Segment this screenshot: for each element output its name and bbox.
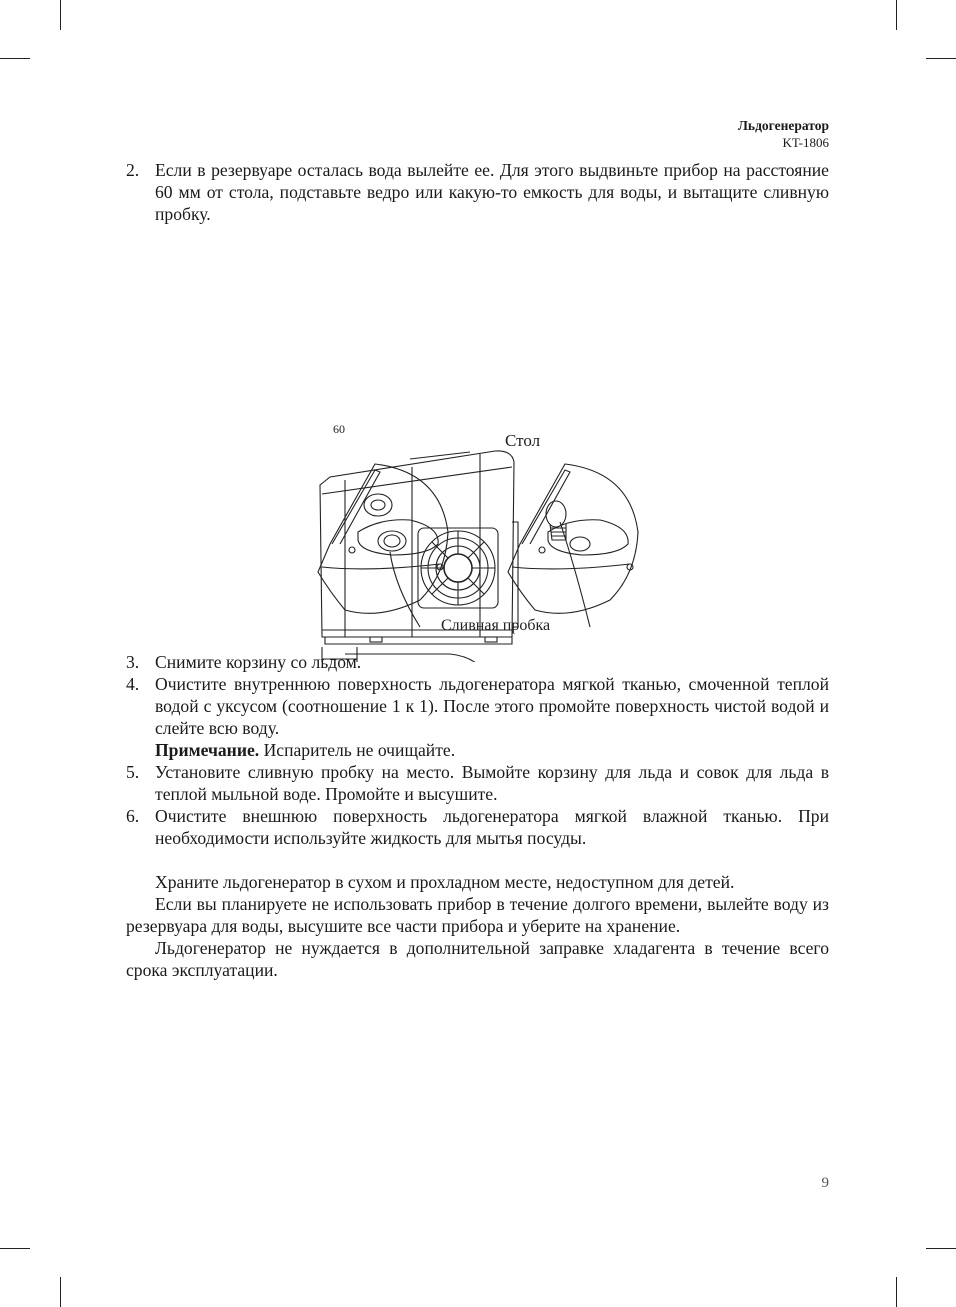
list-number: 2.: [126, 160, 140, 180]
list-text: Если в резервуаре осталась вода вылейте ее. Для этого выдвиньте прибор на расстояние 60 мм от стола, подставьте ведро или какую-то емкость для воды, и вытащите сливную пробку.: [155, 160, 829, 224]
table-label: Стол: [505, 431, 541, 450]
fan-grille-icon: [418, 528, 498, 608]
list-number: 4.: [126, 674, 140, 694]
note-text: Испаритель не очищайте.: [259, 740, 456, 760]
list-item: [126, 673, 829, 739]
header-title: Льдогенератор: [737, 118, 829, 133]
drain-plug-detail-open: [508, 464, 638, 627]
list-text: Очистите внутреннюю поверхность льдогенератора мягкой тканью, смоченной теплой водой с уксусом (соотношение 1 к 1). После этого промойте поверхность чистой водой и слейте всю воду.: [155, 674, 829, 738]
paragraph-text: Если вы планируете не использовать прибор в течение долгого времени, вылейте воду из резервуара для воды, высушите все части прибора и уберите на хранение.: [126, 894, 829, 936]
list-number: 3.: [126, 652, 140, 672]
note: [126, 739, 829, 761]
header-model: KT-1806: [782, 135, 829, 150]
list-text: Снимите корзину со льдом.: [155, 652, 362, 672]
paragraph: [126, 871, 829, 893]
list-item: [126, 651, 829, 673]
list-item: [126, 159, 829, 225]
running-header: [738, 117, 829, 151]
crop-mark: [60, 0, 61, 30]
list-text: Установите сливную пробку на место. Вымойте корзину для льда и совок для льда в теплой мыльной воде. Промойте и высушите.: [155, 762, 829, 804]
list-item: [126, 805, 829, 849]
figure-drain: [0, 222, 956, 662]
paragraph: [126, 893, 829, 937]
list-item: [126, 761, 829, 805]
crop-mark: [926, 1248, 956, 1249]
list-number: 6.: [126, 806, 140, 826]
crop-mark: [926, 58, 956, 59]
crop-mark: [896, 0, 897, 30]
list-number: 5.: [126, 762, 140, 782]
distance-label: 60: [333, 422, 345, 436]
page-number: 9: [821, 1175, 829, 1191]
crop-mark: [0, 1248, 30, 1249]
note-label: Примечание.: [155, 740, 260, 760]
crop-mark: [896, 1277, 897, 1307]
drain-plug-label: Сливная пробка: [441, 617, 551, 634]
paragraph-text: Храните льдогенератор в сухом и прохладном месте, недоступном для детей.: [155, 872, 735, 892]
paragraph-text: Льдогенератор не нуждается в дополнительной заправке хладагента в течение всего срока эксплуатации.: [126, 938, 829, 980]
crop-mark: [60, 1277, 61, 1307]
crop-mark: [0, 58, 30, 59]
paragraph: [126, 937, 829, 981]
list-text: Очистите внешнюю поверхность льдогенератора мягкой влажной тканью. При необходимости используйте жидкость для мытья посуды.: [155, 806, 829, 848]
